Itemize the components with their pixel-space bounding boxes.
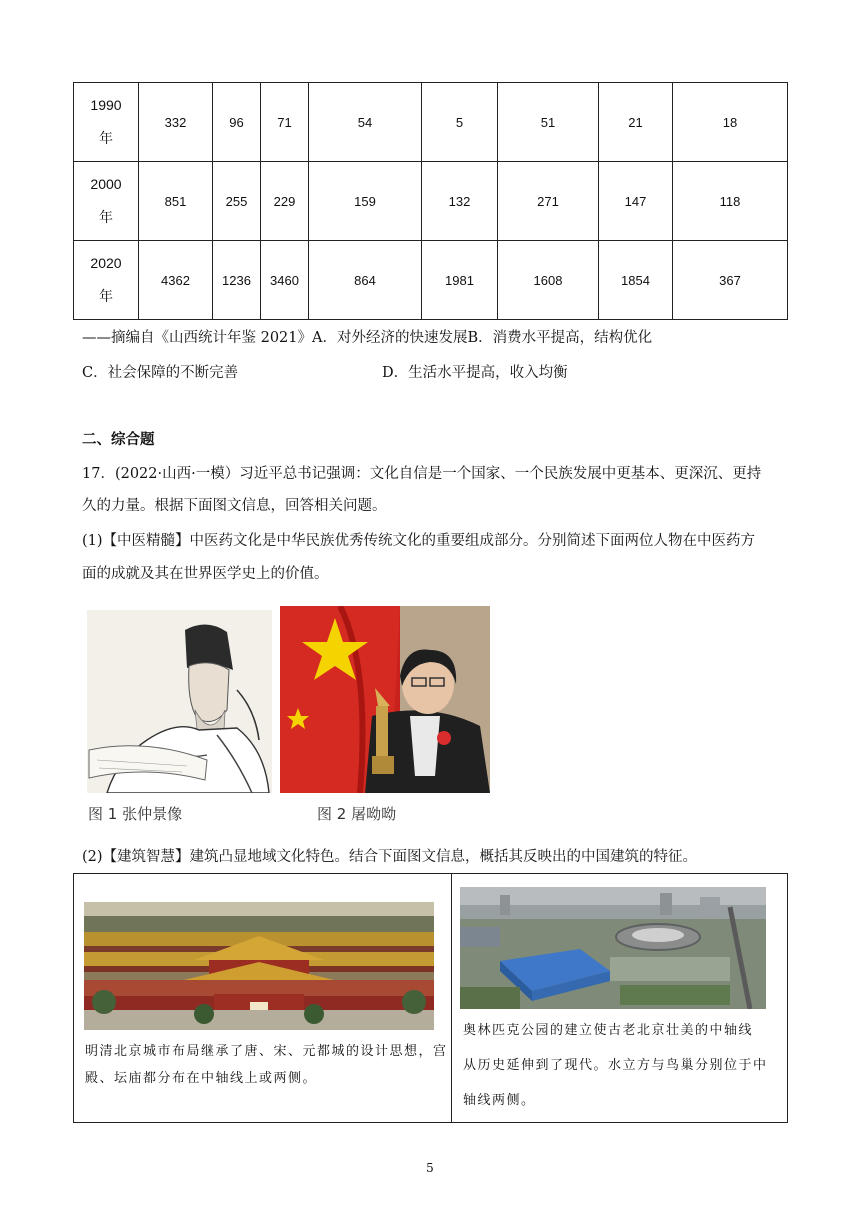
table-cell: 851 xyxy=(139,162,213,241)
table-cell: 3460 xyxy=(261,241,309,320)
question-text-2: 久的力量。根据下面图文信息，回答相关问题。 xyxy=(82,498,387,514)
source-line: ——摘编自《山西统计年鉴 2021》A．对外经济的快速发展B．消费水平提高，结构优化 xyxy=(82,330,653,346)
table-cell: 21 xyxy=(599,83,673,162)
question-text-1: 17．(2022·山西·一模）习近平总书记强调：文化自信是一个国家、一个民族发展中更基本、更深沉、更持 xyxy=(82,466,762,482)
table-cell: 229 xyxy=(261,162,309,241)
table-cell: 367 xyxy=(673,241,788,320)
table-cell: 271 xyxy=(498,162,599,241)
tu-youyou-photo-image xyxy=(280,606,490,793)
table-cell: 118 xyxy=(673,162,788,241)
olympic-park-image xyxy=(460,887,766,1009)
option-c: C．社会保障的不断完善 xyxy=(82,365,239,381)
option-d: D．生活水平提高，收入均衡 xyxy=(382,365,568,381)
left-text-line-1: 明清北京城市布局继承了唐、宋、元都城的设计思想，宫 xyxy=(85,1044,448,1059)
forbidden-city-image xyxy=(84,902,434,1030)
table-cell: 1608 xyxy=(498,241,599,320)
table-cell: 1236 xyxy=(213,241,261,320)
left-text-line-2: 殿、坛庙都分布在中轴线上或两侧。 xyxy=(85,1071,318,1086)
part2-text-1: (2)【建筑智慧】建筑凸显地域文化特色。结合下面图文信息，概括其反映出的中国建筑的特征。 xyxy=(82,849,698,865)
table-cell: 1854 xyxy=(599,241,673,320)
part1-text-1: (1)【中医精髓】中医药文化是中华民族优秀传统文化的重要组成部分。分别简述下面两位人物在中医药方 xyxy=(82,533,756,549)
year-cell: 2020 年 xyxy=(74,241,139,320)
right-text-line-3: 轴线两侧。 xyxy=(463,1093,536,1108)
table-cell: 159 xyxy=(309,162,422,241)
table-divider xyxy=(451,874,452,1122)
table-cell: 147 xyxy=(599,162,673,241)
table-cell: 54 xyxy=(309,83,422,162)
page-number: 5 xyxy=(426,1161,434,1175)
part1-text-2: 面的成就及其在世界医学史上的价值。 xyxy=(82,566,329,582)
table-row xyxy=(74,162,788,241)
architecture-table xyxy=(73,873,788,1123)
fig2-caption: 图 2 屠呦呦 xyxy=(317,805,397,823)
table-cell: 71 xyxy=(261,83,309,162)
table-cell: 864 xyxy=(309,241,422,320)
table-cell: 5 xyxy=(422,83,498,162)
fig1-caption: 图 1 张仲景像 xyxy=(88,805,183,823)
table-cell: 255 xyxy=(213,162,261,241)
table-cell: 18 xyxy=(673,83,788,162)
table-cell: 132 xyxy=(422,162,498,241)
table-row xyxy=(74,83,788,162)
table-cell: 1981 xyxy=(422,241,498,320)
table-row xyxy=(74,241,788,320)
section-title: 二、综合题 xyxy=(82,431,155,448)
year-cell: 1990 年 xyxy=(74,83,139,162)
table-cell: 96 xyxy=(213,83,261,162)
right-text-line-2: 从历史延伸到了现代。水立方与鸟巢分别位于中 xyxy=(463,1058,768,1073)
table-cell: 51 xyxy=(498,83,599,162)
statistics-table xyxy=(73,82,788,320)
table-cell: 4362 xyxy=(139,241,213,320)
zhang-zhongjing-portrait-image xyxy=(87,610,272,793)
right-text-line-1: 奥林匹克公园的建立使古老北京壮美的中轴线 xyxy=(463,1023,754,1038)
table-cell: 332 xyxy=(139,83,213,162)
year-cell: 2000 年 xyxy=(74,162,139,241)
